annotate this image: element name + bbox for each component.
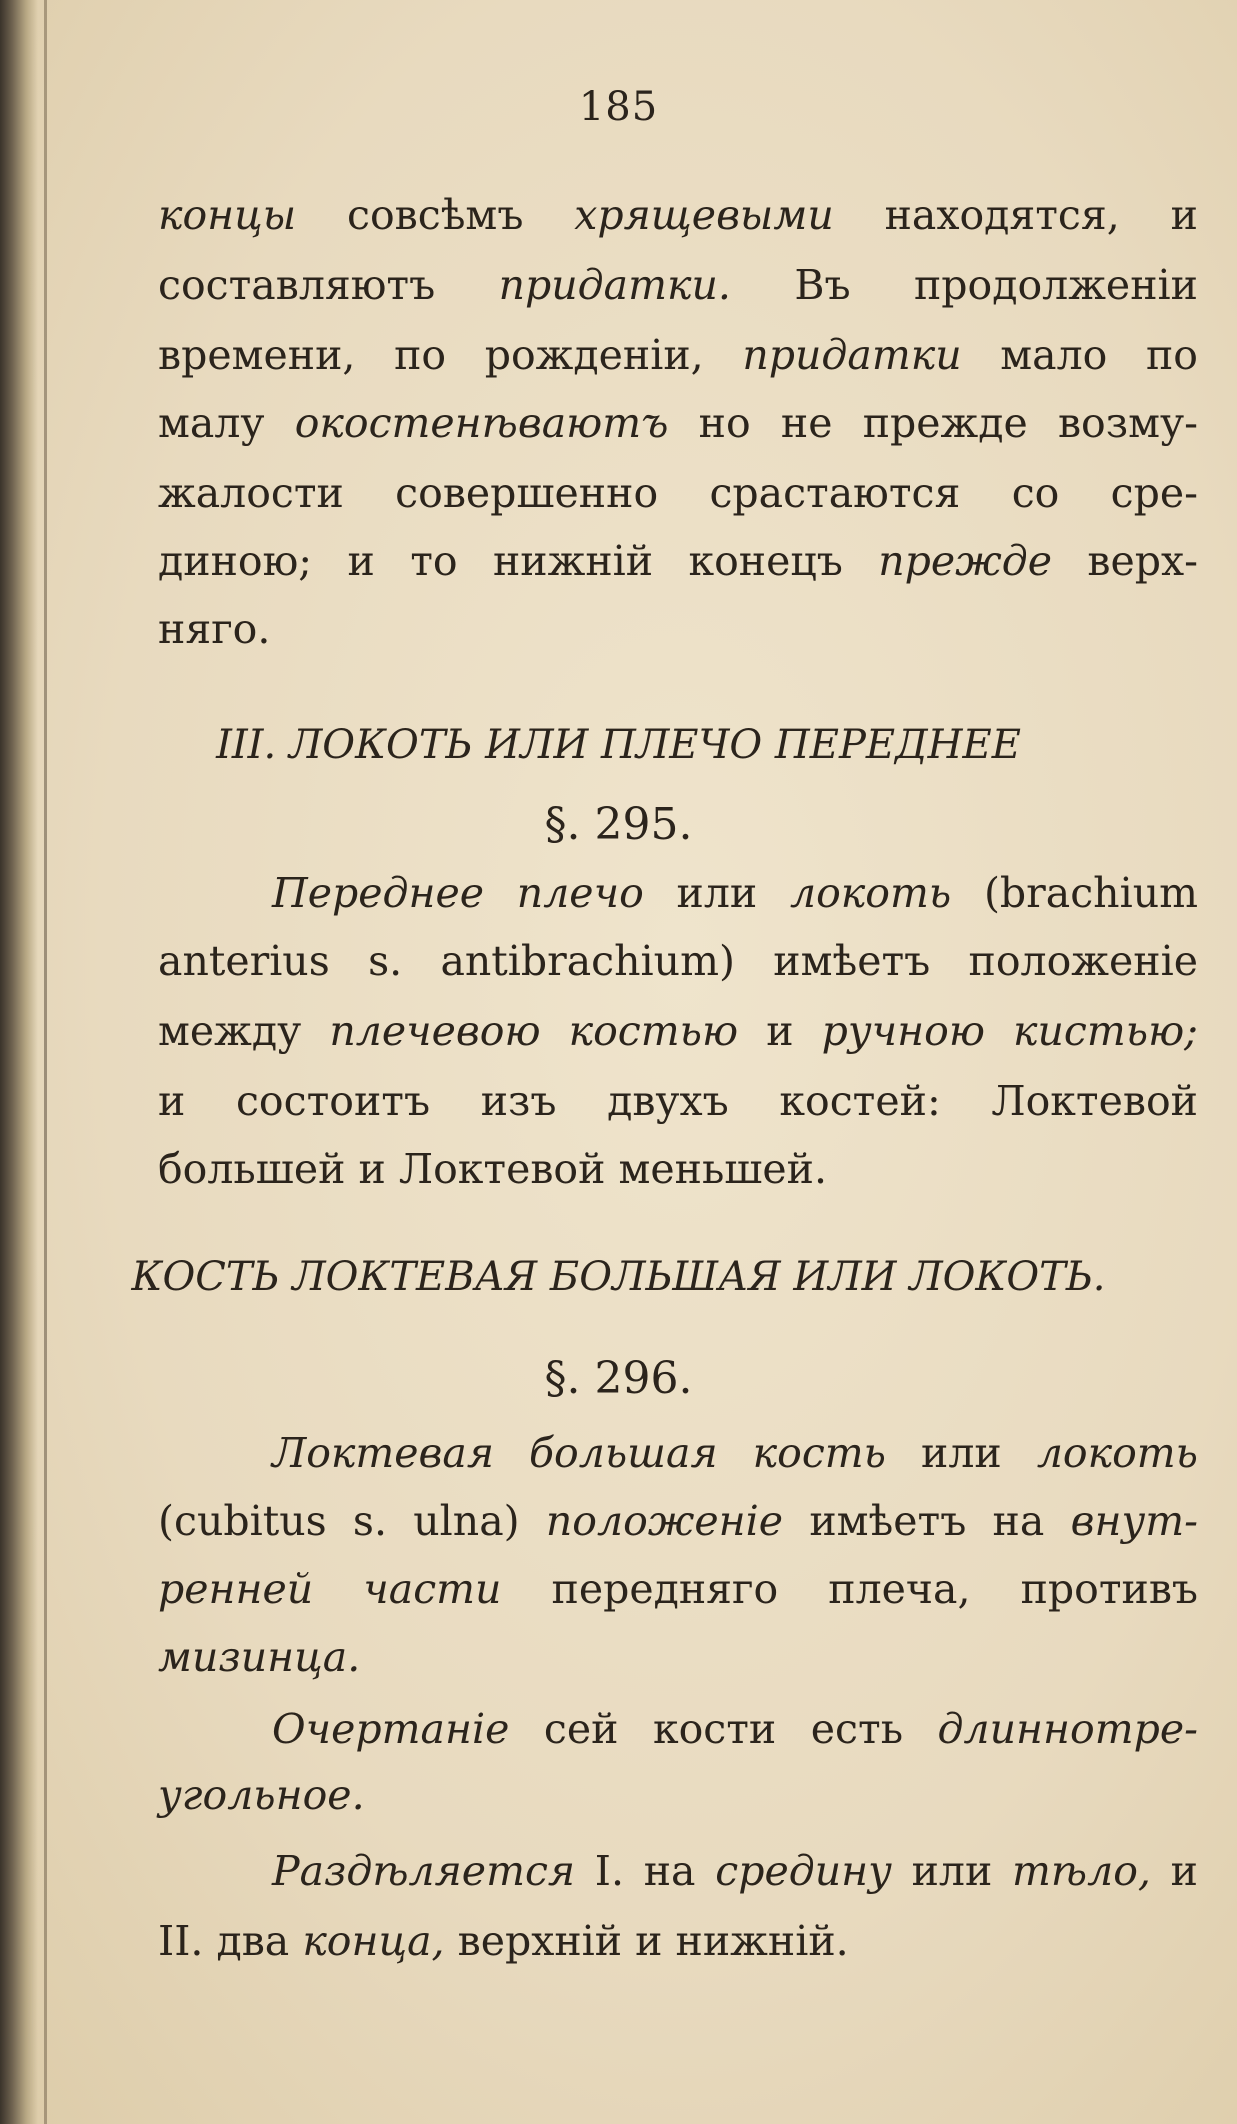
word: верхній: [457, 1917, 623, 1965]
word: I.: [594, 1847, 625, 1895]
text-line: [158, 604, 1198, 654]
word: костей:: [779, 1077, 941, 1125]
word: состоитъ: [235, 1077, 431, 1125]
word: (cubitus: [158, 1497, 327, 1545]
word: придатки: [742, 331, 962, 379]
word: совершенно: [395, 469, 659, 517]
word: находятся,: [884, 191, 1120, 239]
word: ручною кистью;: [821, 1007, 1198, 1055]
word: и: [358, 1145, 386, 1193]
word: окостенѣваютъ: [294, 399, 669, 447]
word: изъ двухъ: [480, 1077, 729, 1125]
word: на: [643, 1847, 696, 1895]
word: верх-: [1087, 537, 1198, 585]
word: конца,: [302, 1917, 445, 1965]
section-number: §. 296.: [544, 1353, 693, 1404]
text-line: [272, 1704, 1198, 1754]
text-line: [158, 1076, 1198, 1126]
word: по: [394, 331, 447, 379]
word: хрящевыми: [574, 191, 834, 239]
word: и: [347, 537, 375, 585]
text-line: [272, 1846, 1198, 1896]
word: имѣетъ на: [809, 1497, 1045, 1545]
book-gutter: [0, 0, 38, 2124]
section-heading: КОСТЬ ЛОКТЕВАЯ БОЛЬШАЯ ИЛИ ЛОКОТЬ.: [131, 1254, 1106, 1300]
text-line: [158, 936, 1198, 986]
word: и: [158, 1077, 186, 1125]
word: или: [676, 869, 758, 917]
text-line: [158, 536, 1198, 586]
word: два: [216, 1917, 290, 1965]
word: угольное.: [158, 1771, 365, 1819]
word: и: [1170, 1847, 1198, 1895]
section-number: §. 295.: [544, 799, 693, 850]
word: antibrachium): [440, 937, 735, 985]
section-heading: III. ЛОКОТЬ ИЛИ ПЛЕЧО ПЕРЕДНЕЕ: [216, 722, 1021, 768]
text-line: [158, 330, 1198, 380]
word: средину: [715, 1847, 892, 1895]
text-line: [272, 1428, 1198, 1478]
word: времени,: [158, 331, 356, 379]
word: со: [1011, 469, 1060, 517]
word: прежде: [862, 399, 1028, 447]
word: или: [921, 1429, 1002, 1477]
word: прежде: [878, 537, 1053, 585]
word: няго.: [158, 605, 271, 653]
word: передняго: [551, 1565, 779, 1613]
word: конецъ: [688, 537, 843, 585]
word: но: [698, 399, 751, 447]
word: локоть: [1036, 1429, 1198, 1477]
text-line: [158, 1632, 1198, 1682]
word: s.: [352, 1497, 387, 1545]
word: ренней части: [158, 1565, 502, 1613]
text-line: [158, 1770, 1198, 1820]
word: сре-: [1110, 469, 1198, 517]
word: есть: [810, 1705, 904, 1753]
word: противъ: [1020, 1565, 1198, 1613]
word: кости: [652, 1705, 777, 1753]
word: концы: [158, 191, 297, 239]
word: продолженіи: [913, 261, 1198, 309]
word: Локтевая большая кость: [272, 1429, 886, 1477]
word: рожденіи,: [484, 331, 704, 379]
word: и: [635, 1917, 663, 1965]
word: нижній: [492, 537, 654, 585]
word: малу: [158, 399, 265, 447]
word: возму-: [1057, 399, 1198, 447]
word: внут-: [1070, 1497, 1198, 1545]
word: плеча,: [828, 1565, 971, 1613]
word: (brachium: [983, 869, 1198, 917]
word: и: [1170, 191, 1198, 239]
word: большей: [158, 1145, 346, 1193]
word: придатки.: [498, 261, 731, 309]
word: Очертаніе: [272, 1705, 510, 1753]
word: Раздѣляется: [272, 1847, 576, 1895]
word: и: [766, 1007, 794, 1055]
word: s.: [368, 937, 403, 985]
word: или: [911, 1847, 993, 1895]
text-line: [158, 1564, 1198, 1614]
word: тѣло,: [1012, 1847, 1151, 1895]
word: ulna): [413, 1497, 520, 1545]
word: Локтевой: [991, 1077, 1198, 1125]
word: положеніе: [545, 1497, 784, 1545]
word: Переднее плечо: [272, 869, 644, 917]
gutter-shadow-line: [44, 0, 47, 2124]
text-line: [158, 468, 1198, 518]
word: меньшей.: [618, 1145, 828, 1193]
word: мало: [1000, 331, 1108, 379]
text-line: [158, 260, 1198, 310]
word: Въ: [794, 261, 851, 309]
word: сей: [543, 1705, 619, 1753]
word: совсѣмъ: [347, 191, 524, 239]
word: не: [780, 399, 833, 447]
word: anterius: [158, 937, 330, 985]
word: составляютъ: [158, 261, 436, 309]
page-number: 185: [578, 84, 659, 130]
word: II.: [158, 1917, 204, 1965]
word: локоть: [790, 869, 952, 917]
word: срастаются: [709, 469, 961, 517]
word: между: [158, 1007, 302, 1055]
word: диною;: [158, 537, 313, 585]
text-line: [158, 190, 1198, 240]
word: Локтевой: [398, 1145, 606, 1193]
word: длиннотре-: [937, 1705, 1198, 1753]
text-line: [158, 1496, 1198, 1546]
word: плечевою костью: [329, 1007, 739, 1055]
text-line: [158, 1916, 1198, 1966]
word: по: [1145, 331, 1198, 379]
word: мизинца.: [158, 1633, 361, 1681]
text-line: [158, 1144, 1198, 1194]
text-line: [158, 1006, 1198, 1056]
word: то: [410, 537, 458, 585]
word: жалости: [158, 469, 344, 517]
text-line: [158, 398, 1198, 448]
text-line: [272, 868, 1198, 918]
word: нижній.: [675, 1917, 849, 1965]
word: имѣетъ положеніе: [773, 937, 1198, 985]
